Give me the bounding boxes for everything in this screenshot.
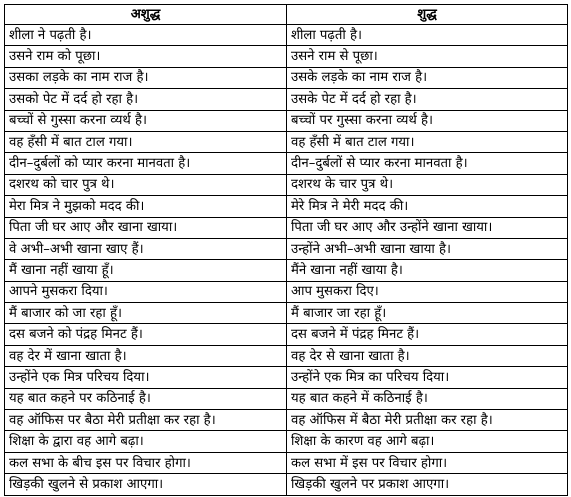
incorrect-sentence-cell: मैं खाना नहीं खाया हूँ। <box>5 260 287 281</box>
incorrect-sentence-cell: दीन–दुर्बलों को प्यार करना मानवता है। <box>5 153 287 174</box>
correction-table-container <box>4 4 568 496</box>
correct-sentence-cell: उसके लड़के का नाम राज है। <box>287 67 568 88</box>
incorrect-sentence-cell: मैं बाजार को जा रहा हूँ। <box>5 303 287 324</box>
table-row <box>5 89 568 110</box>
correct-sentence-cell: आप मुसकरा दिए। <box>287 281 568 302</box>
header-correct: शुद्ध <box>287 5 568 25</box>
correct-sentence-cell: मैं बाजार जा रहा हूँ। <box>287 303 568 324</box>
table-row <box>5 452 568 473</box>
incorrect-sentence-cell: आपने मुसकरा दिया। <box>5 281 287 302</box>
incorrect-sentence-cell: दस बजने को पंद्रह मिनट हैं। <box>5 324 287 345</box>
incorrect-sentence-cell: कल सभा के बीच इस पर विचार होगा। <box>5 452 287 473</box>
correct-sentence-cell: वह ऑफिस में बैठा मेरी प्रतीक्षा कर रहा है। <box>287 410 568 431</box>
correct-sentence-cell: कल सभा में इस पर विचार होगा। <box>287 452 568 473</box>
correct-sentence-cell: उसके पेट में दर्द हो रहा है। <box>287 89 568 110</box>
table-row <box>5 474 568 495</box>
table-row <box>5 153 568 174</box>
table-header-row <box>5 5 568 25</box>
table-row <box>5 174 568 195</box>
table-row <box>5 46 568 67</box>
correct-sentence-cell: पिता जी घर आए और उन्होंने खाना खाया। <box>287 217 568 238</box>
incorrect-sentence-cell: उसका लड़के का नाम राज है। <box>5 67 287 88</box>
incorrect-sentence-cell: बच्चों से गुस्सा करना व्यर्थ है। <box>5 110 287 131</box>
table-row <box>5 260 568 281</box>
table-row <box>5 25 568 46</box>
incorrect-sentence-cell: वह देर में खाना खाता है। <box>5 345 287 366</box>
correct-sentence-cell: उसने राम से पूछा। <box>287 46 568 67</box>
correct-sentence-cell: दीन–दुर्बलों से प्यार करना मानवता है। <box>287 153 568 174</box>
incorrect-sentence-cell: पिता जी घर आए और खाना खाया। <box>5 217 287 238</box>
correct-sentence-cell: बच्चों पर गुस्सा करना व्यर्थ है। <box>287 110 568 131</box>
incorrect-sentence-cell: दशरथ को चार पुत्र थे। <box>5 174 287 195</box>
table-row <box>5 217 568 238</box>
correct-sentence-cell: दशरथ के चार पुत्र थे। <box>287 174 568 195</box>
correct-sentence-cell: दस बजने में पंद्रह मिनट हैं। <box>287 324 568 345</box>
incorrect-sentence-cell: मेरा मित्र ने मुझको मदद की। <box>5 196 287 217</box>
table-row <box>5 131 568 152</box>
correct-sentence-cell: वह हँसी में बात टाल गया। <box>287 131 568 152</box>
table-row <box>5 324 568 345</box>
table-row <box>5 238 568 259</box>
table-row <box>5 345 568 366</box>
correct-sentence-cell: वह देर से खाना खाता है। <box>287 345 568 366</box>
correct-sentence-cell: मैंने खाना नहीं खाया है। <box>287 260 568 281</box>
table-row <box>5 67 568 88</box>
table-row <box>5 110 568 131</box>
table-row <box>5 431 568 452</box>
table-row <box>5 196 568 217</box>
incorrect-sentence-cell: शिक्षा के द्वारा वह आगे बढ़ा। <box>5 431 287 452</box>
table-row <box>5 281 568 302</box>
correct-sentence-cell: शिक्षा के कारण वह आगे बढ़ा। <box>287 431 568 452</box>
incorrect-sentence-cell: उन्होंने एक मित्र परिचय दिया। <box>5 367 287 388</box>
correct-sentence-cell: उन्होंने एक मित्र का परिचय दिया। <box>287 367 568 388</box>
correct-sentence-cell: शीला पढ़ती है। <box>287 25 568 46</box>
incorrect-sentence-cell: वह हँसी में बात टाल गया। <box>5 131 287 152</box>
table-row <box>5 303 568 324</box>
incorrect-sentence-cell: यह बात कहने पर कठिनाई है। <box>5 388 287 409</box>
incorrect-sentence-cell: खिड़की खुलने से प्रकाश आएगा। <box>5 474 287 495</box>
incorrect-sentence-cell: वह ऑफिस पर बैठा मेरी प्रतीक्षा कर रहा है। <box>5 410 287 431</box>
correct-sentence-cell: उन्होंने अभी–अभी खाना खाया है। <box>287 238 568 259</box>
header-incorrect: अशुद्ध <box>5 5 287 25</box>
incorrect-sentence-cell: शीला ने पढ़ती है। <box>5 25 287 46</box>
table-row <box>5 410 568 431</box>
incorrect-sentence-cell: उसने राम को पूछा। <box>5 46 287 67</box>
table-row <box>5 367 568 388</box>
incorrect-sentence-cell: उसको पेट में दर्द हो रहा है। <box>5 89 287 110</box>
incorrect-sentence-cell: वे अभी–अभी खाना खाए हैं। <box>5 238 287 259</box>
correct-sentence-cell: मेरे मित्र ने मेरी मदद की। <box>287 196 568 217</box>
table-row <box>5 388 568 409</box>
correct-sentence-cell: खिड़की खुलने पर प्रकाश आएगा। <box>287 474 568 495</box>
correct-sentence-cell: यह बात कहने में कठिनाई है। <box>287 388 568 409</box>
correction-table <box>4 4 568 496</box>
